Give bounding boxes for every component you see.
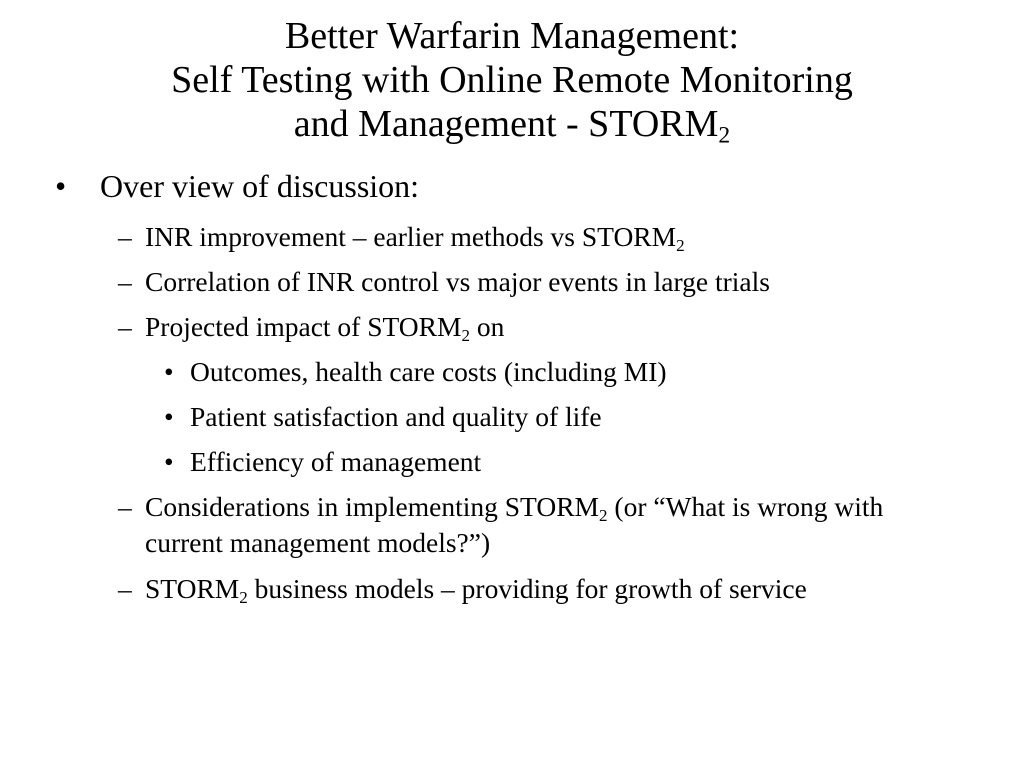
dash-icon: – [118, 221, 132, 252]
outcomes-text: Outcomes, health care costs (including MI) [190, 356, 667, 387]
sub-item-efficiency [164, 444, 481, 480]
dash-icon: – [118, 266, 132, 297]
sub-item-satisfaction [164, 399, 602, 435]
business-text: STORM [145, 573, 240, 604]
list-item-text [145, 571, 878, 607]
bullet-icon: • [164, 446, 174, 477]
correlation-text: Correlation of INR control vs major events in large trials [145, 266, 770, 297]
dash-icon: – [118, 491, 132, 522]
subscript-2: 2 [461, 325, 470, 345]
list-item-text [145, 309, 978, 345]
satisfaction-text: Patient satisfaction and quality of life [190, 401, 602, 432]
business-text-end: business models – providing for growth of service [247, 573, 807, 604]
subscript-2: 2 [676, 235, 685, 255]
subscript-2: 2 [239, 587, 248, 607]
efficiency-text: Efficiency of management [190, 446, 482, 477]
dash-icon: – [118, 573, 132, 604]
title-line-3-text: and Management - STORM [293, 103, 719, 145]
list-item-correlation [118, 264, 978, 300]
title-line-1: Better Warfarin Management: [284, 15, 740, 57]
list-item-inr [118, 219, 978, 255]
list-item-considerations [118, 489, 908, 561]
list-item-projected [118, 309, 978, 345]
overview-label: Over view of discussion: [100, 168, 420, 204]
list-item-business [118, 571, 878, 607]
list-item-text [145, 219, 978, 255]
projected-text-end: on [469, 311, 505, 342]
list-item-text [145, 489, 908, 561]
considerations-text: Considerations in implementing STORM [145, 491, 600, 522]
inr-text: INR improvement – earlier methods vs STORM [145, 221, 677, 252]
dash-icon: – [118, 311, 132, 342]
sub-item-outcomes [164, 354, 667, 390]
title-line-2: Self Testing with Online Remote Monitoring [171, 59, 853, 101]
considerations-text-end: (or “What is wrong with current management models?”) [145, 491, 884, 558]
subscript-2: 2 [718, 122, 731, 149]
bullet-icon: • [164, 401, 174, 432]
projected-text: Projected impact of STORM [145, 311, 462, 342]
bullet-icon: • [55, 168, 67, 204]
overview-bullet [55, 166, 419, 206]
bullet-icon: • [164, 356, 174, 387]
subscript-2: 2 [599, 505, 608, 525]
